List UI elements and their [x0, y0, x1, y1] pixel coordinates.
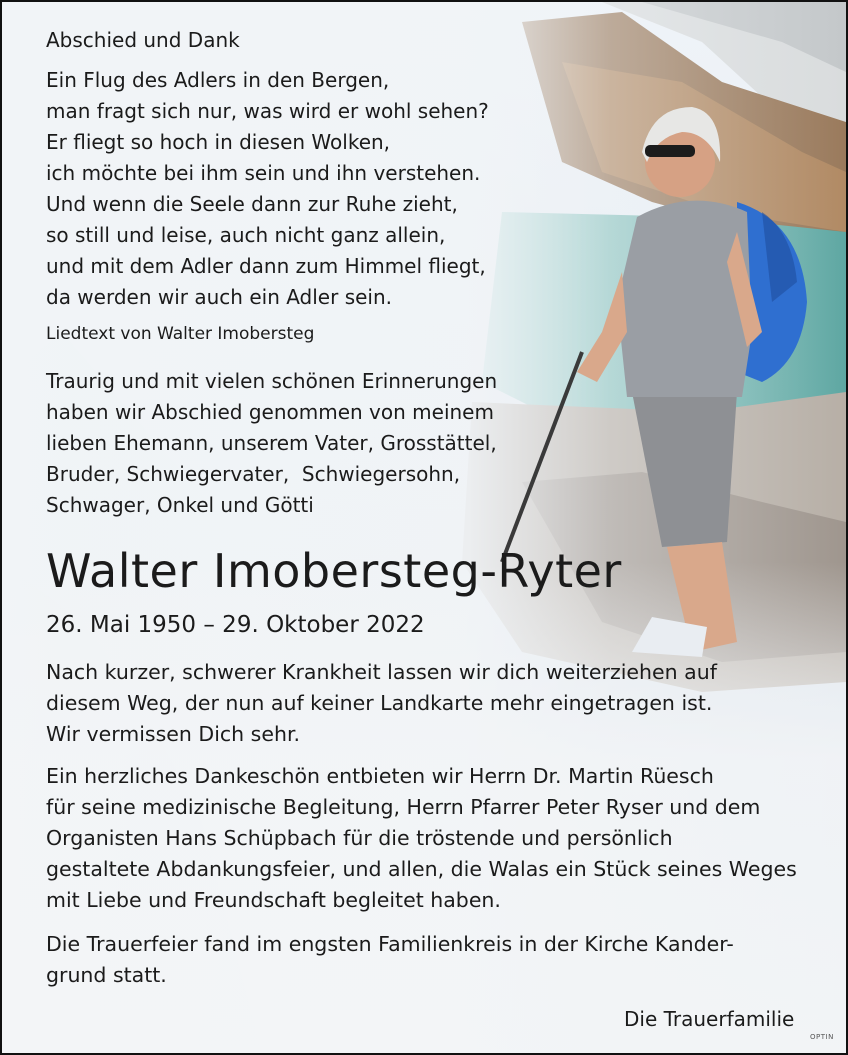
- paragraph-line: Nach kurzer, schwerer Krankheit lassen wir dich weiterziehen auf: [46, 660, 717, 684]
- life-dates: 26. Mai 1950 – 29. Oktober 2022: [46, 612, 425, 638]
- intro-text: [46, 366, 497, 521]
- poem: [46, 65, 489, 313]
- intro-line: Bruder, Schwiegervater, Schwiegersohn,: [46, 462, 461, 486]
- paragraph-line: mit Liebe und Freundschaft begleitet haben.: [46, 888, 501, 912]
- intro-line: Traurig und mit vielen schönen Erinnerungen: [46, 369, 498, 393]
- paragraph-line: grund statt.: [46, 963, 167, 987]
- obituary-text: [2, 2, 846, 1053]
- poem-credit: Liedtext von Walter Imobersteg: [46, 324, 315, 344]
- poem-line: Ein Flug des Adlers in den Bergen,: [46, 68, 390, 92]
- poem-line: und mit dem Adler dann zum Himmel fliegt,: [46, 254, 486, 278]
- heading: Abschied und Dank: [46, 28, 240, 52]
- paragraph-thanks: [46, 761, 797, 916]
- intro-line: lieben Ehemann, unserem Vater, Grosstättel,: [46, 431, 497, 455]
- paragraph-line: Die Trauerfeier fand im engsten Familienkreis in der Kirche Kander-: [46, 932, 734, 956]
- poem-line: da werden wir auch ein Adler sein.: [46, 285, 393, 309]
- poem-line: Und wenn die Seele dann zur Ruhe zieht,: [46, 192, 458, 216]
- deceased-name: Walter Imobersteg-Ryter: [46, 544, 622, 598]
- paragraph-line: für seine medizinische Begleitung, Herrn Pfarrer Peter Ryser und dem: [46, 795, 761, 819]
- paragraph-line: Wir vermissen Dich sehr.: [46, 722, 301, 746]
- paragraph-line: Ein herzliches Dankeschön entbieten wir Herrn Dr. Martin Rüesch: [46, 764, 714, 788]
- paragraph-farewell: [46, 657, 717, 750]
- poem-line: so still und leise, auch nicht ganz allein,: [46, 223, 446, 247]
- poem-line: ich möchte bei ihm sein und ihn verstehen.: [46, 161, 481, 185]
- paragraph-line: diesem Weg, der nun auf keiner Landkarte mehr eingetragen ist.: [46, 691, 713, 715]
- signature: Die Trauerfamilie: [624, 1007, 795, 1031]
- intro-line: haben wir Abschied genommen von meinem: [46, 400, 494, 424]
- poem-line: man fragt sich nur, was wird er wohl sehen?: [46, 99, 489, 123]
- poem-line: Er fliegt so hoch in diesen Wolken,: [46, 130, 391, 154]
- paragraph-line: Organisten Hans Schüpbach für die tröstende und persönlich: [46, 826, 673, 850]
- publisher-mark: OPTIN: [810, 1033, 834, 1041]
- paragraph-service: [46, 929, 734, 991]
- intro-line: Schwager, Onkel und Götti: [46, 493, 314, 517]
- paragraph-line: gestaltete Abdankungsfeier, und allen, die Walas ein Stück seines Weges: [46, 857, 797, 881]
